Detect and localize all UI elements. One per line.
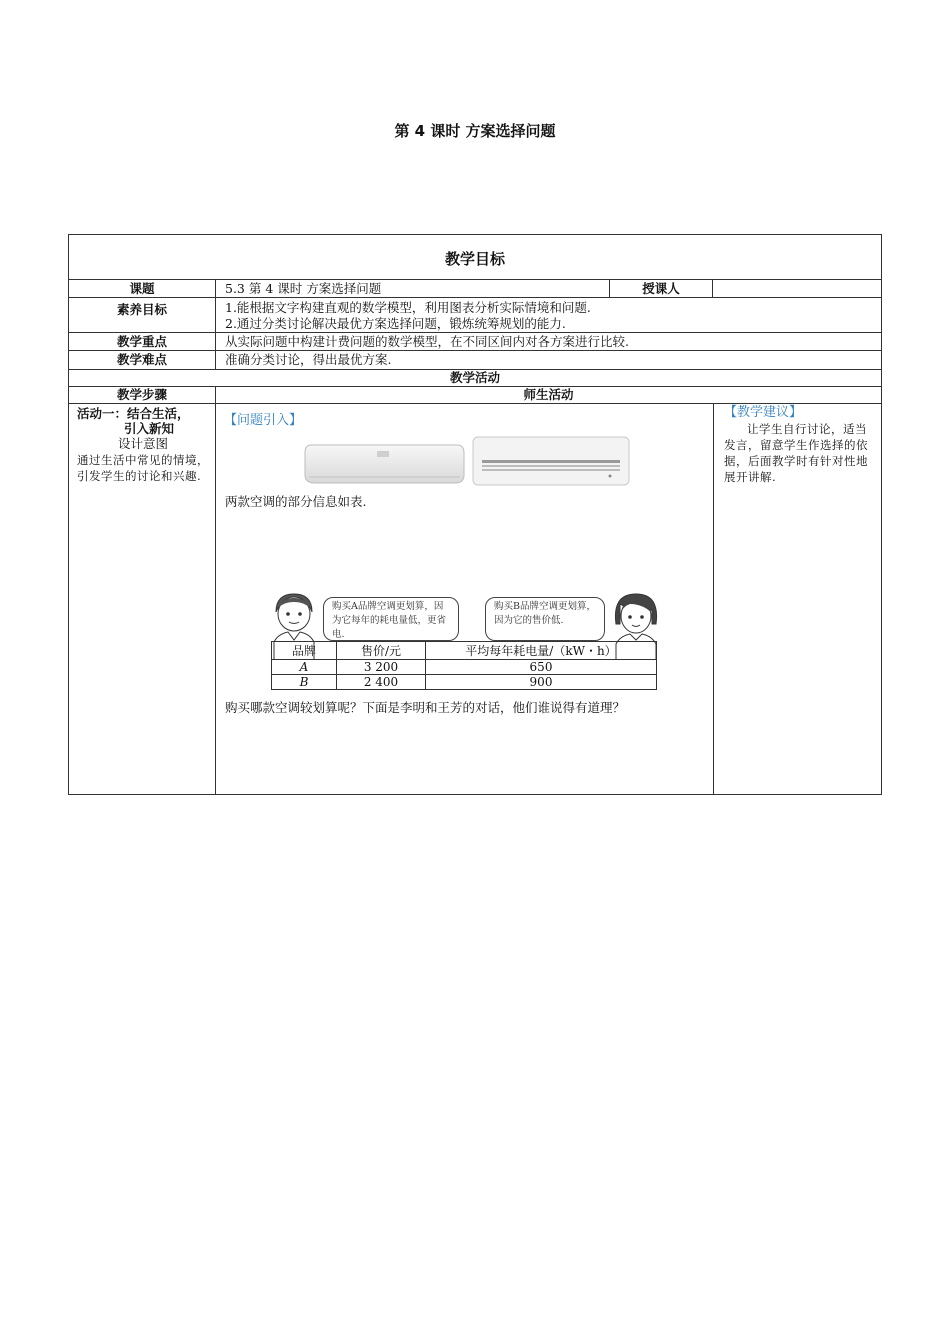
table-cell-power: 900 [426, 675, 657, 690]
key-point-label: 教学重点 [69, 333, 216, 350]
speech-bubble-right: 购买B品牌空调更划算，因为它的售价低. [485, 597, 605, 641]
table-cell-price: 2 400 [337, 675, 426, 690]
info-text: 两款空调的部分信息如表. [225, 494, 367, 509]
air-conditioner-table [271, 641, 657, 690]
difficulty-value: 准确分类讨论，得出最优方案. [225, 352, 392, 367]
teacher-student-label: 师生活动 [523, 387, 574, 402]
table-header-row [272, 642, 657, 660]
section-title-row [69, 235, 881, 280]
literacy-label: 素养目标 [69, 298, 216, 332]
course-value: 5.3 第 4 课时 方案选择问题 [216, 280, 610, 297]
teaching-suggestion-tag: 【教学建议】 [724, 405, 803, 420]
air-conditioner-b-image [472, 436, 630, 486]
teacher-label: 授课人 [610, 280, 713, 297]
activity1-title-line2: 引入新知 [123, 421, 174, 436]
activity1-title-line1: 活动一：结合生活， [77, 406, 190, 421]
activity-content-row [69, 404, 881, 794]
table-cell-brand: B [272, 675, 337, 690]
course-label: 课题 [69, 280, 216, 297]
table-cell-price: 3 200 [337, 660, 426, 675]
activity-header: 教学活动 [449, 370, 500, 385]
key-point-value: 从实际问题中构建计费问题的数学模型，在不同区间内对各方案进行比较. [225, 334, 629, 349]
key-point-row [69, 333, 881, 351]
table-header-price: 售价/元 [337, 642, 426, 660]
lesson-plan-table [68, 234, 882, 795]
teaching-suggestion-column [714, 404, 881, 794]
activity-steps-column [69, 404, 216, 794]
page-title: 第 4 课时 方案选择问题 [394, 122, 556, 140]
table-header-brand: 品牌 [272, 642, 337, 660]
air-conditioner-a-image [303, 441, 466, 485]
activity-header-row [69, 370, 881, 387]
table-header-power: 平均每年耗电量/（kW・h） [426, 642, 657, 660]
steps-header-row [69, 387, 881, 404]
design-intent-label: 设计意图 [117, 436, 168, 451]
literacy-line-2: 2.通过分类讨论解决最优方案选择问题，锻炼统筹规划的能力. [225, 316, 566, 331]
teaching-suggestion-text: 让学生自行讨论，适当发言，留意学生作选择的依据，后面教学时有针对性地展开讲解. [724, 422, 868, 484]
literacy-line-1: 1.能根据文字构建直观的数学模型，利用图表分析实际情境和问题. [225, 300, 591, 315]
literacy-row [69, 298, 881, 333]
steps-label: 教学步骤 [69, 387, 216, 403]
table-cell-power: 650 [426, 660, 657, 675]
teacher-student-column [216, 404, 714, 794]
teacher-value [713, 280, 881, 297]
course-row [69, 280, 881, 298]
table-row [272, 675, 657, 690]
design-intent-text: 通过生活中常见的情境，引发学生的讨论和兴趣. [77, 453, 209, 483]
table-row [272, 660, 657, 675]
speech-bubble-left: 购买A品牌空调更划算，因为它每年的耗电量低，更省电. [323, 597, 459, 641]
table-cell-brand: A [272, 660, 337, 675]
difficulty-label: 教学难点 [69, 351, 216, 369]
difficulty-row [69, 351, 881, 370]
section-title: 教学目标 [444, 250, 505, 268]
question-text: 购买哪款空调较划算呢？下面是李明和王芳的对话，他们谁说得有道理？ [225, 700, 626, 715]
problem-intro-tag: 【问题引入】 [224, 413, 303, 428]
